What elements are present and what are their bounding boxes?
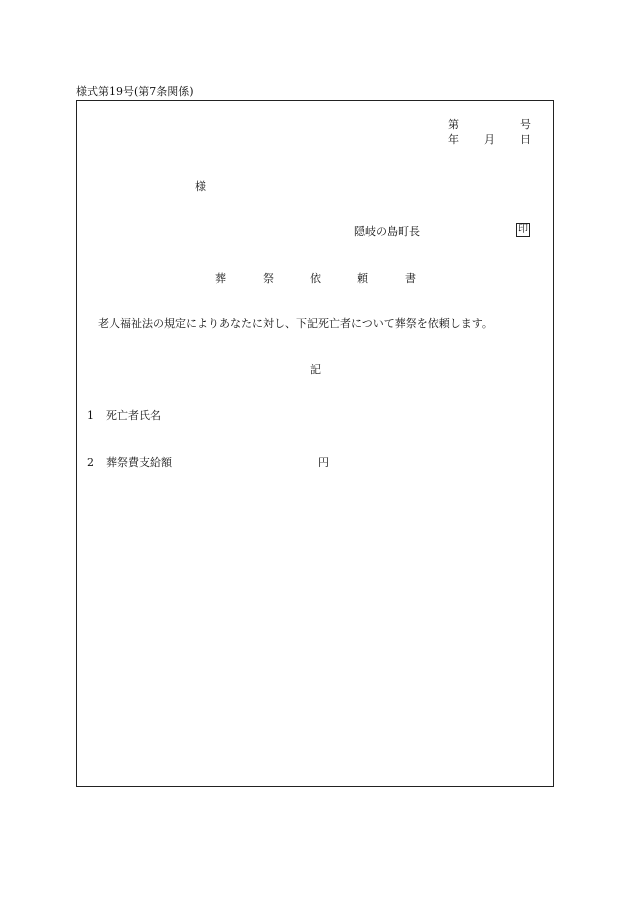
form-number-label: 様式第19号(第7条関係): [76, 85, 194, 98]
addressee-honorific: 様: [195, 180, 206, 193]
item-number: 1: [87, 409, 94, 422]
document-title-char: 頼: [357, 272, 368, 285]
item-number: 2: [87, 456, 94, 469]
item-label-deceased-name: 死亡者氏名: [106, 409, 161, 422]
form-frame: [76, 100, 554, 787]
issuer-title: 隠岐の島町長: [354, 225, 420, 238]
document-title-char: 書: [405, 272, 416, 285]
document-number-suffix: 号: [520, 118, 531, 131]
date-day-label: 日: [520, 133, 531, 146]
document-title-char: 祭: [263, 272, 274, 285]
document-title-char: 葬: [215, 272, 226, 285]
item-label-funeral-amount: 葬祭費支給額: [106, 456, 172, 469]
yen-unit: 円: [318, 456, 329, 469]
document-title-char: 依: [310, 272, 321, 285]
seal-mark: 印: [518, 224, 528, 235]
date-year-label: 年: [448, 133, 459, 146]
document-number-prefix: 第: [448, 118, 459, 131]
date-month-label: 月: [484, 133, 495, 146]
ki-heading: 記: [310, 363, 321, 376]
body-paragraph: 老人福祉法の規定によりあなたに対し、下記死亡者について葬祭を依頼します。: [98, 317, 493, 330]
